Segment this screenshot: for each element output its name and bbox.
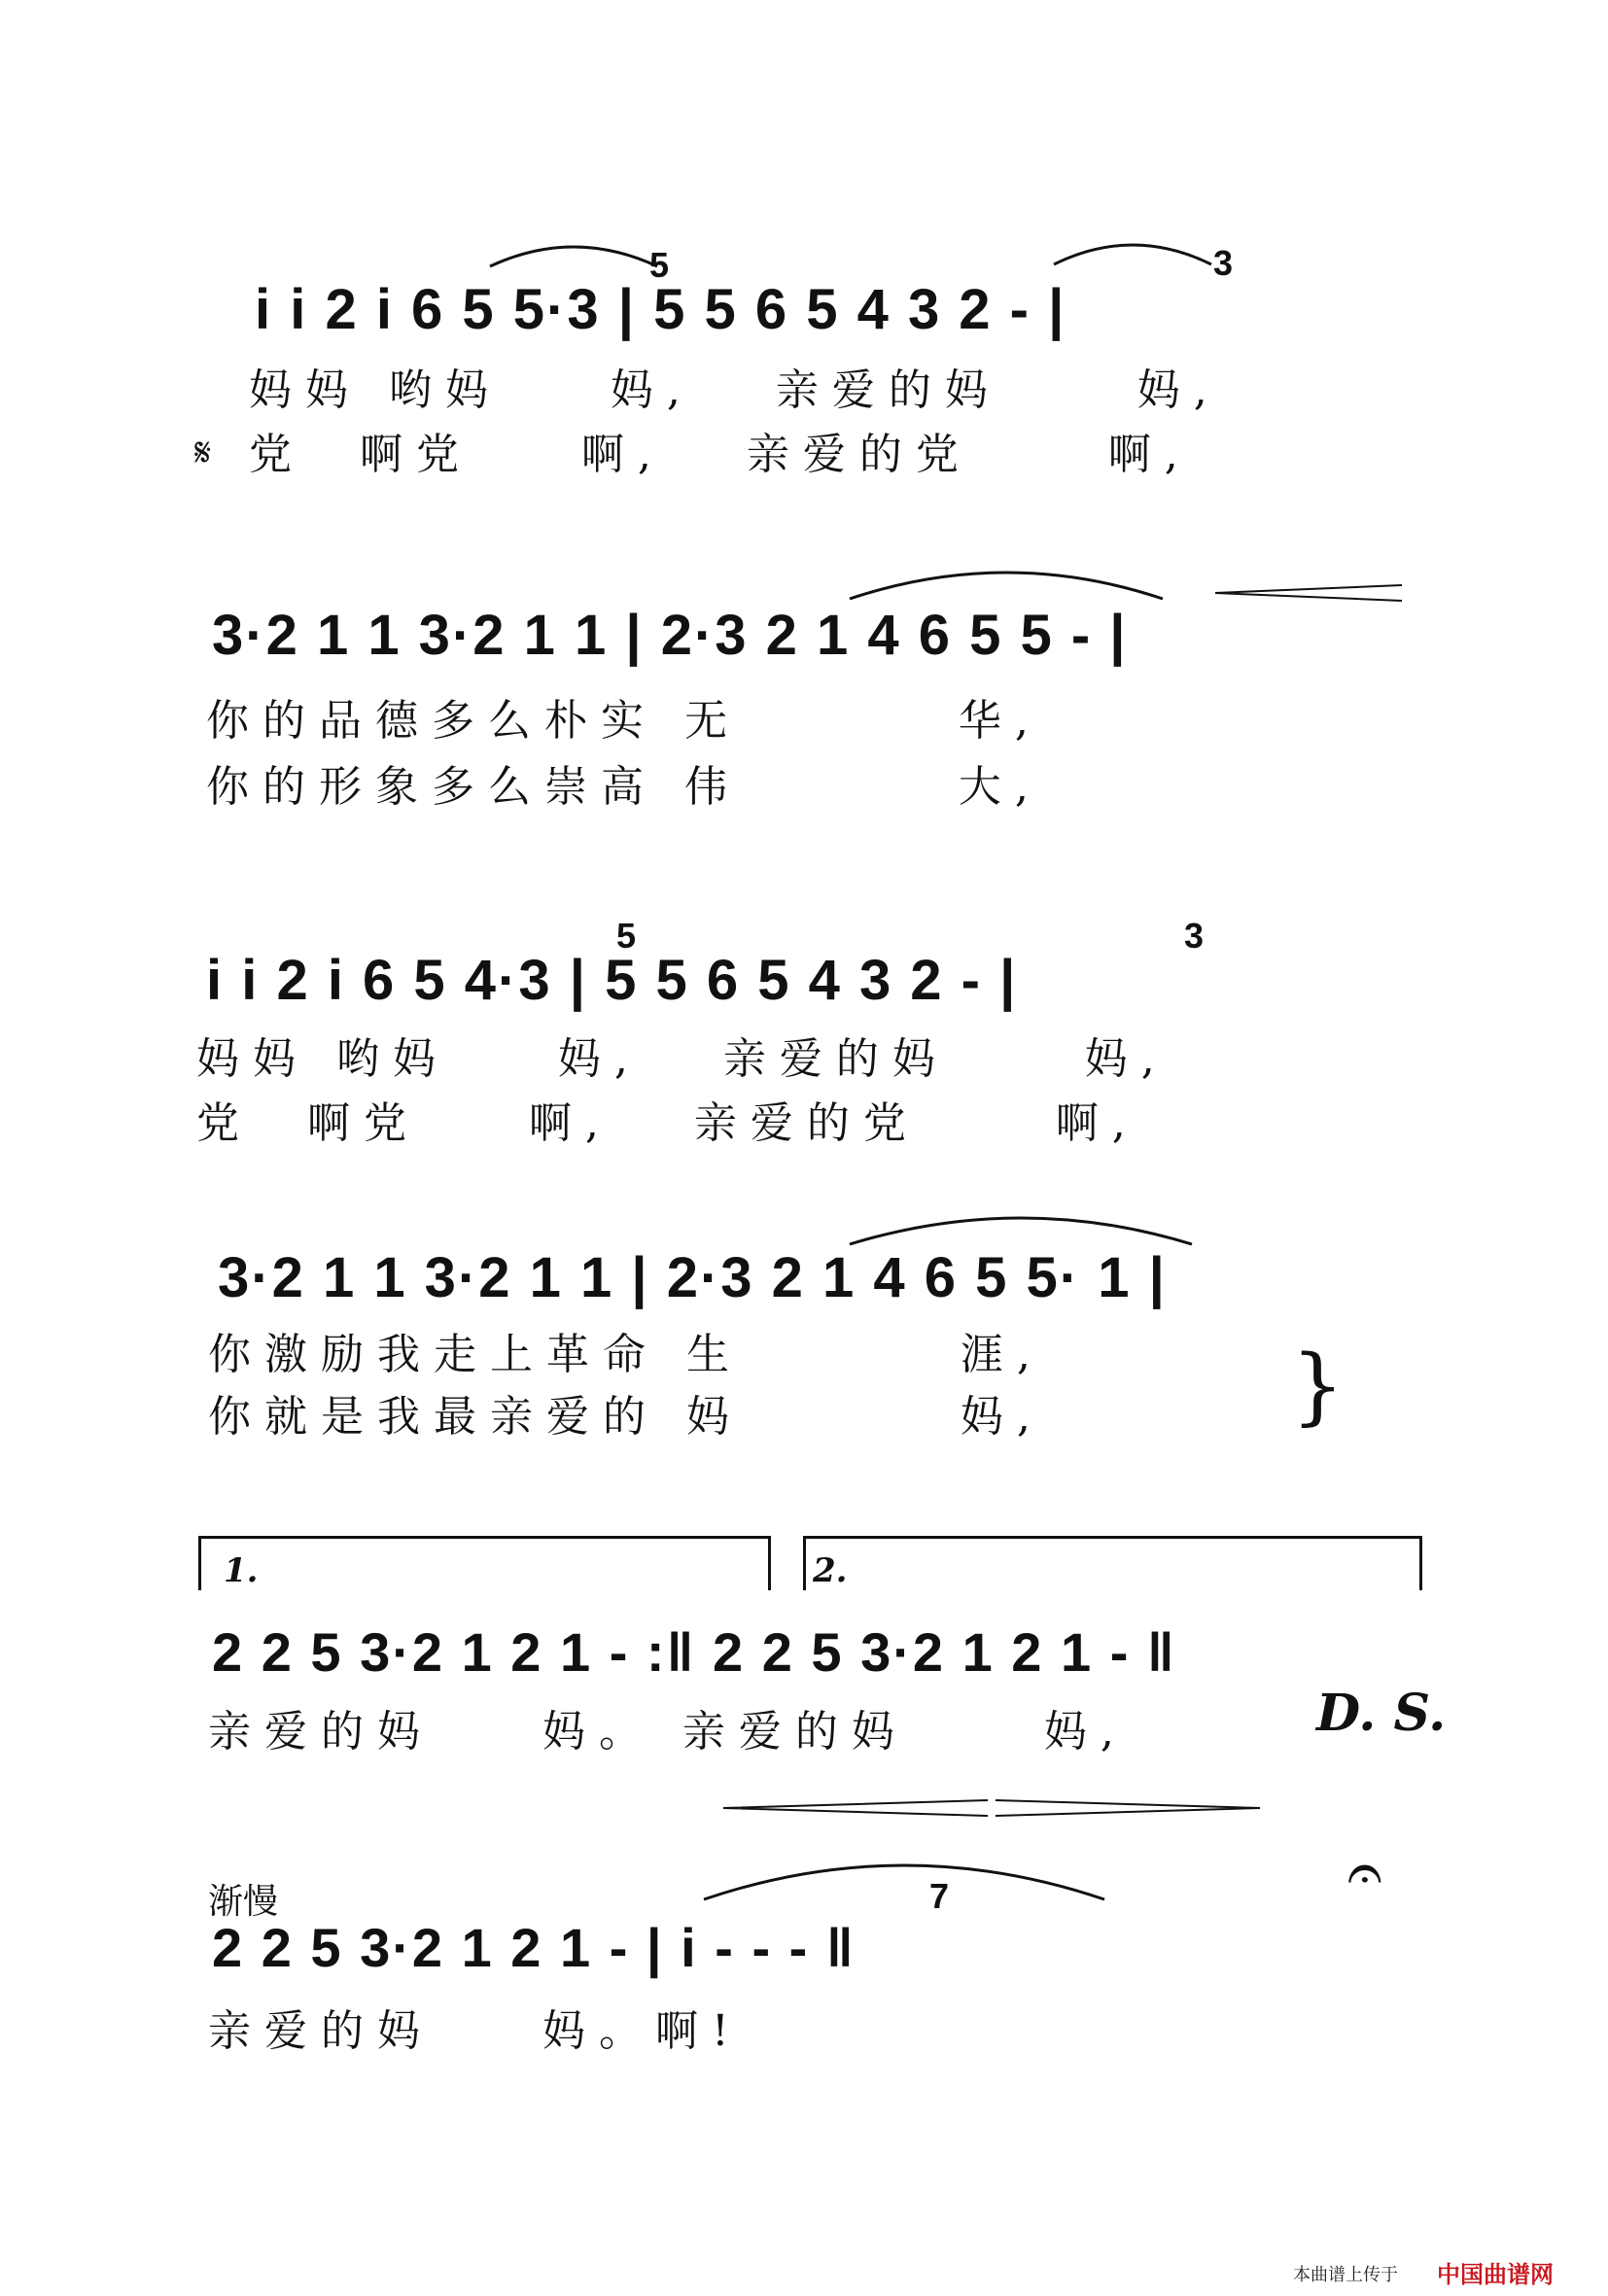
grace-note: 5 <box>616 916 637 956</box>
grace-note: 3 <box>1213 243 1234 283</box>
slur-mark <box>846 1201 1196 1250</box>
volta-1-bracket <box>200 1536 770 1539</box>
slur-mark <box>1050 231 1215 270</box>
volta-2-bracket-end <box>803 1536 806 1590</box>
grace-note: 7 <box>929 1876 950 1916</box>
lyric-row-3-verse-2: 党 啊党 啊, 亲爱的党 啊, <box>196 1098 1139 1148</box>
lyric-row-2-verse-1: 你的品德多么朴实 无 华, <box>206 696 1042 746</box>
fermata-icon: 𝄐 <box>1347 1837 1382 1909</box>
notes-row-5: 2 2 5 3·2 1 2 1 - :‖ 2 2 5 3·2 1 2 1 - ‖ <box>212 1621 1176 1683</box>
segno-sign: 𝄋 <box>194 431 212 475</box>
notes-row-6: 2 2 5 3·2 1 2 1 - | i - - - ‖ <box>212 1917 856 1978</box>
volta-1-bracket-end <box>198 1536 201 1590</box>
lyric-row-3-verse-1: 妈妈 哟妈 妈, 亲爱的妈 妈, <box>196 1034 1169 1084</box>
slur-mark <box>846 556 1167 605</box>
notes-row-4: 3·2 1 1 3·2 1 1 | 2·3 2 1 4 6 5 5· 1 | <box>218 1246 1167 1309</box>
verse-brace: } <box>1291 1338 1345 1435</box>
lyric-row-1-verse-1: 妈妈 哟妈 妈, 亲爱的妈 妈, <box>249 365 1221 415</box>
crescendo-hairpin <box>719 1796 1264 1855</box>
footer-upload-text: 本曲谱上传于 <box>1293 2265 1398 2285</box>
volta-1-label: 1. <box>224 1551 259 1590</box>
grace-note: 3 <box>1184 916 1205 956</box>
footer-brand-logo[interactable]: 中国曲谱网 <box>1437 2261 1554 2288</box>
lyric-row-4-verse-2: 你就是我最亲爱的 妈 妈, <box>208 1392 1044 1442</box>
slur-mark <box>486 233 661 272</box>
notes-row-3: i i 2 i 6 5 4·3 | 5 5 6 5 4 3 2 - | <box>206 949 1018 1012</box>
notes-row-2: 3·2 1 1 3·2 1 1 | 2·3 2 1 4 6 5 5 - | <box>212 604 1128 667</box>
grace-note: 5 <box>649 245 670 285</box>
volta-2-label: 2. <box>813 1551 848 1590</box>
lyric-row-2-verse-2: 你的形象多么崇高 伟 大, <box>206 762 1042 812</box>
dal-segno-mark: D. S. <box>1316 1684 1447 1743</box>
lyric-row-6: 亲爱的妈 妈。啊! <box>208 2006 743 2056</box>
volta-2-bracket <box>803 1536 1421 1539</box>
volta-1-bracket-end <box>768 1536 771 1590</box>
decrescendo-hairpin <box>1211 581 1406 610</box>
slur-mark <box>700 1847 1108 1905</box>
lyric-row-1-verse-2: 党 啊党 啊, 亲爱的党 啊, <box>249 430 1192 479</box>
lyric-row-5: 亲爱的妈 妈。 亲爱的妈 妈, <box>208 1707 1128 1757</box>
notes-row-1: i i 2 i 6 5 5·3 | 5 5 6 5 4 3 2 - | <box>255 278 1066 341</box>
volta-2-bracket-end <box>1419 1536 1422 1590</box>
tempo-marking: 渐慢 <box>208 1882 279 1922</box>
lyric-row-4-verse-1: 你激励我走上革命 生 涯, <box>208 1330 1044 1379</box>
